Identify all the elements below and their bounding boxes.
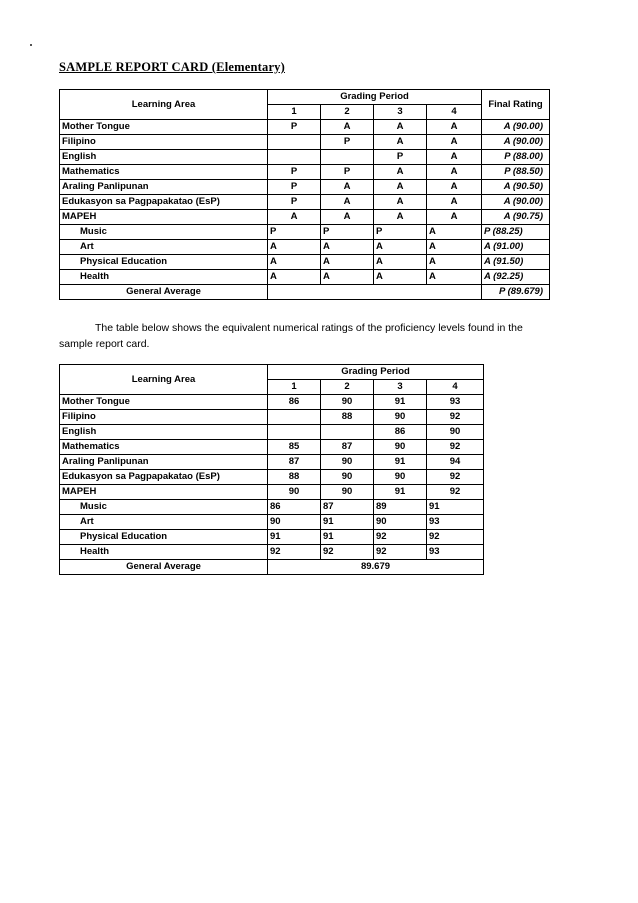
grade-cell: A: [374, 120, 427, 135]
grade-cell: 86: [268, 395, 321, 410]
grade-cell: A: [427, 135, 482, 150]
final-rating-cell: P (88.00): [482, 150, 550, 165]
grade-cell: A: [374, 195, 427, 210]
grade-cell: 86: [268, 500, 321, 515]
grade-cell: 92: [374, 530, 427, 545]
table-subrow: [60, 225, 550, 240]
grade-cell: P: [268, 195, 321, 210]
grade-cell: 92: [427, 440, 484, 455]
period-header: 2: [321, 105, 374, 120]
period-header: 4: [427, 380, 484, 395]
grade-cell: 90: [321, 395, 374, 410]
grade-cell: [268, 410, 321, 425]
grade-cell: A: [427, 195, 482, 210]
period-header: 3: [374, 105, 427, 120]
stray-mark: [30, 44, 32, 46]
grade-cell: P: [321, 135, 374, 150]
learning-area-cell: Araling Panlipunan: [60, 180, 268, 195]
final-rating-cell: A (90.00): [482, 195, 550, 210]
table-row: [60, 455, 484, 470]
grade-cell: 90: [427, 425, 484, 440]
grade-cell: 93: [427, 545, 484, 560]
period-header: 4: [427, 105, 482, 120]
table-row: [60, 485, 484, 500]
learning-area-cell: Art: [60, 515, 268, 530]
period-header: 1: [268, 380, 321, 395]
grade-cell: 86: [374, 425, 427, 440]
table-subrow: [60, 545, 484, 560]
grade-cell: 90: [321, 455, 374, 470]
grade-cell: P: [268, 180, 321, 195]
final-rating-cell: A (92.25): [482, 270, 550, 285]
grade-cell: A: [321, 270, 374, 285]
grade-cell: A: [427, 270, 482, 285]
learning-area-cell: Edukasyon sa Pagpapakatao (EsP): [60, 195, 268, 210]
learning-area-cell: Health: [60, 545, 268, 560]
grade-cell: 92: [427, 470, 484, 485]
numerical-ratings-table: [59, 364, 484, 575]
table-row: [60, 210, 550, 225]
table-row: [60, 410, 484, 425]
learning-area-cell: Art: [60, 240, 268, 255]
grade-cell: 90: [374, 410, 427, 425]
grade-cell: [321, 150, 374, 165]
grade-cell: 91: [321, 515, 374, 530]
table-subrow: [60, 500, 484, 515]
grade-cell: 92: [268, 545, 321, 560]
paragraph-text: The table below shows the equivalent numerical ratings of the proficiency levels found in the sample report card.: [59, 322, 523, 350]
learning-area-cell: English: [60, 150, 268, 165]
final-rating-header: Final Rating: [482, 90, 550, 120]
grade-cell: 92: [374, 545, 427, 560]
period-header: 2: [321, 380, 374, 395]
grade-cell: 91: [374, 485, 427, 500]
learning-area-cell: Mother Tongue: [60, 120, 268, 135]
grade-cell: [268, 135, 321, 150]
general-average-value: 89.679: [268, 560, 484, 575]
grade-cell: 90: [321, 470, 374, 485]
grade-cell: 85: [268, 440, 321, 455]
final-rating-cell: A (91.00): [482, 240, 550, 255]
grade-cell: 90: [268, 485, 321, 500]
learning-area-header: Learning Area: [60, 365, 268, 395]
grade-cell: A: [268, 240, 321, 255]
table-row: [60, 120, 550, 135]
learning-area-cell: Music: [60, 500, 268, 515]
grade-cell: A: [427, 150, 482, 165]
grade-cell: A: [374, 210, 427, 225]
table-row: [60, 395, 484, 410]
table-row: [60, 180, 550, 195]
learning-area-cell: Edukasyon sa Pagpapakatao (EsP): [60, 470, 268, 485]
grade-cell: 92: [427, 410, 484, 425]
grade-cell: 92: [427, 530, 484, 545]
general-average-label: General Average: [60, 560, 268, 575]
grade-cell: 92: [427, 485, 484, 500]
learning-area-cell: Mathematics: [60, 165, 268, 180]
period-header: 1: [268, 105, 321, 120]
final-rating-cell: P (88.25): [482, 225, 550, 240]
grade-cell: 93: [427, 515, 484, 530]
grade-cell: 90: [374, 515, 427, 530]
grade-cell: 91: [321, 530, 374, 545]
grade-cell: A: [374, 165, 427, 180]
report-card-table: [59, 89, 550, 300]
grade-cell: A: [268, 255, 321, 270]
grade-cell: A: [427, 225, 482, 240]
learning-area-cell: Filipino: [60, 410, 268, 425]
grade-cell: 91: [268, 530, 321, 545]
grade-cell: 87: [268, 455, 321, 470]
grade-cell: P: [321, 165, 374, 180]
final-rating-cell: A (90.50): [482, 180, 550, 195]
grade-cell: 90: [321, 485, 374, 500]
grade-cell: 94: [427, 455, 484, 470]
grade-cell: 90: [374, 440, 427, 455]
final-rating-cell: A (90.00): [482, 120, 550, 135]
grade-cell: A: [374, 135, 427, 150]
table-subrow: [60, 530, 484, 545]
final-rating-cell: A (90.00): [482, 135, 550, 150]
grade-cell: P: [374, 150, 427, 165]
learning-area-cell: MAPEH: [60, 210, 268, 225]
grade-cell: A: [268, 210, 321, 225]
learning-area-header: Learning Area: [60, 90, 268, 120]
grade-cell: P: [321, 225, 374, 240]
empty-cell: [268, 285, 482, 300]
final-rating-cell: A (90.75): [482, 210, 550, 225]
grade-cell: P: [268, 165, 321, 180]
grade-cell: [268, 425, 321, 440]
page-title: SAMPLE REPORT CARD (Elementary): [59, 60, 285, 74]
learning-area-cell: Physical Education: [60, 530, 268, 545]
final-rating-cell: A (91.50): [482, 255, 550, 270]
learning-area-cell: English: [60, 425, 268, 440]
general-average-row: [60, 560, 484, 575]
learning-area-cell: MAPEH: [60, 485, 268, 500]
learning-area-cell: Mathematics: [60, 440, 268, 455]
general-average-value: P (89.679): [482, 285, 550, 300]
grade-cell: P: [268, 225, 321, 240]
grade-cell: A: [427, 210, 482, 225]
grade-cell: A: [427, 180, 482, 195]
explanation-paragraph: [59, 320, 559, 352]
period-header: 3: [374, 380, 427, 395]
grade-cell: 88: [321, 410, 374, 425]
general-average-label: General Average: [60, 285, 268, 300]
general-average-row: [60, 285, 550, 300]
grade-cell: 90: [268, 515, 321, 530]
grade-cell: A: [321, 210, 374, 225]
grade-cell: [268, 150, 321, 165]
grade-cell: 93: [427, 395, 484, 410]
learning-area-cell: Music: [60, 225, 268, 240]
grade-cell: A: [268, 270, 321, 285]
grade-cell: A: [321, 180, 374, 195]
grade-cell: A: [427, 120, 482, 135]
grade-cell: A: [374, 180, 427, 195]
learning-area-cell: Mother Tongue: [60, 395, 268, 410]
grade-cell: 87: [321, 440, 374, 455]
grade-cell: 92: [321, 545, 374, 560]
table-row: [60, 440, 484, 455]
grade-cell: 91: [427, 500, 484, 515]
table-subrow: [60, 515, 484, 530]
grade-cell: P: [374, 225, 427, 240]
table-row: [60, 195, 550, 210]
grade-cell: A: [321, 120, 374, 135]
grade-cell: A: [427, 165, 482, 180]
learning-area-cell: Filipino: [60, 135, 268, 150]
grade-cell: 91: [374, 395, 427, 410]
grade-cell: A: [321, 255, 374, 270]
table-row: [60, 165, 550, 180]
grade-cell: A: [321, 240, 374, 255]
grade-cell: [321, 425, 374, 440]
table-subrow: [60, 270, 550, 285]
table-row: [60, 135, 550, 150]
learning-area-cell: Health: [60, 270, 268, 285]
table-subrow: [60, 255, 550, 270]
grade-cell: P: [268, 120, 321, 135]
learning-area-cell: Physical Education: [60, 255, 268, 270]
grade-cell: A: [374, 270, 427, 285]
grade-cell: A: [427, 255, 482, 270]
table-row: [60, 425, 484, 440]
final-rating-cell: P (88.50): [482, 165, 550, 180]
learning-area-cell: Araling Panlipunan: [60, 455, 268, 470]
table-subrow: [60, 240, 550, 255]
grade-cell: 88: [268, 470, 321, 485]
table-row: [60, 470, 484, 485]
grade-cell: A: [374, 255, 427, 270]
grading-period-header: Grading Period: [268, 90, 482, 105]
grade-cell: 90: [374, 470, 427, 485]
grade-cell: 89: [374, 500, 427, 515]
table-row: [60, 150, 550, 165]
grade-cell: A: [427, 240, 482, 255]
grading-period-header: Grading Period: [268, 365, 484, 380]
grade-cell: 91: [374, 455, 427, 470]
grade-cell: A: [374, 240, 427, 255]
grade-cell: 87: [321, 500, 374, 515]
grade-cell: A: [321, 195, 374, 210]
